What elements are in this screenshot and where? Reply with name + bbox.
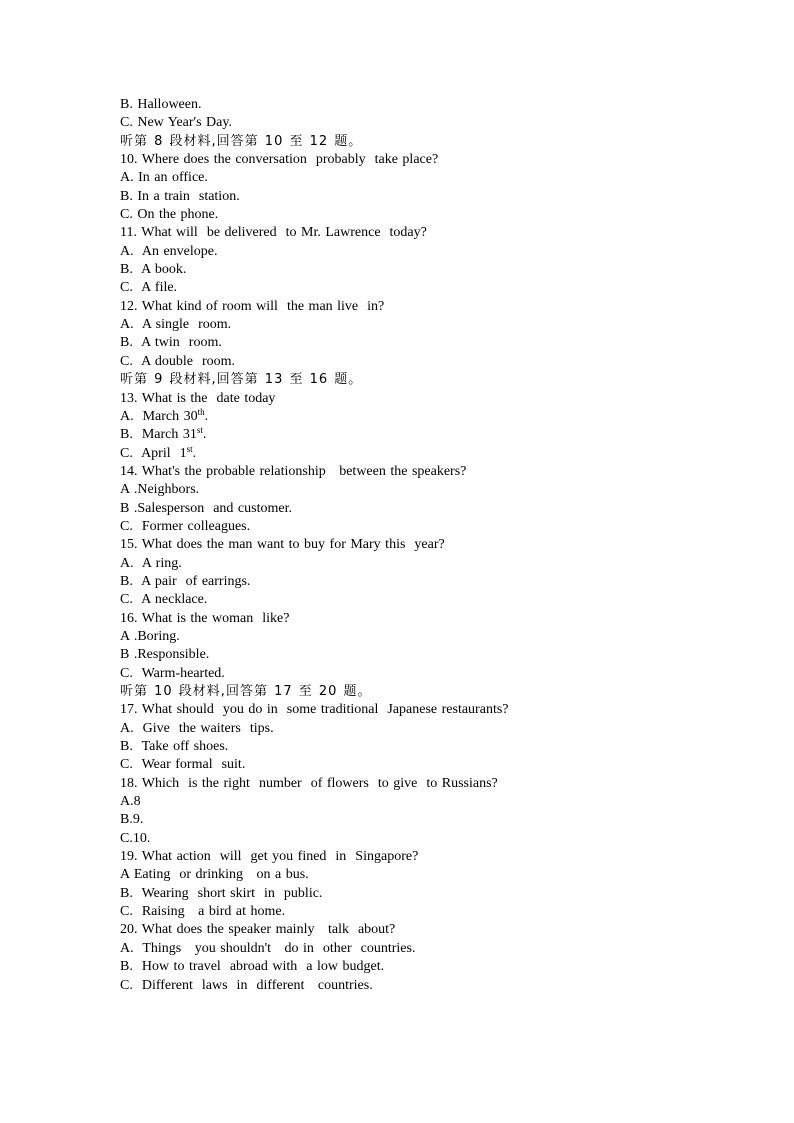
text-line — [120, 426, 740, 444]
text-line — [120, 646, 740, 664]
text-line — [120, 958, 740, 976]
line-text: 12. What kind of room will the man live in? — [120, 298, 385, 314]
section-heading — [120, 371, 740, 389]
line-text: C. New Year's Day. — [120, 115, 232, 131]
text-line — [120, 298, 740, 316]
line-text: B. A book. — [120, 262, 187, 278]
text-line — [120, 628, 740, 646]
line-text: A. In an office. — [120, 170, 208, 186]
line-text: 10. Where does the conversation probably take place? — [120, 152, 439, 168]
section-heading — [120, 683, 740, 701]
text-line — [120, 830, 740, 848]
text-line — [120, 114, 740, 132]
line-text: A. An envelope. — [120, 243, 218, 259]
text-line — [120, 775, 740, 793]
line-text: C. Wear formal suit. — [120, 757, 246, 773]
line-text: A. Things you shouldn't do in other countries. — [120, 940, 416, 956]
text-line — [120, 463, 740, 481]
line-text: 15. What does the man want to buy for Mary this year? — [120, 537, 445, 553]
line-text: B. Take off shoes. — [120, 739, 229, 755]
line-text: 13. What is the date today — [120, 390, 276, 406]
text-line — [120, 279, 740, 297]
text-line — [120, 866, 740, 884]
line-text: C. A file. — [120, 280, 178, 296]
text-line — [120, 940, 740, 958]
ordinal-suffix: st — [186, 443, 193, 454]
text-line — [120, 903, 740, 921]
line-text: B. March 31 — [120, 427, 197, 443]
line-text: C.10. — [120, 830, 151, 846]
line-text: C. A necklace. — [120, 592, 208, 608]
line-text: 听第 10 段材料,回答第 17 至 20 题。 — [120, 684, 372, 699]
line-text: A.8 — [120, 794, 141, 810]
line-text: 听第 9 段材料,回答第 13 至 16 题。 — [120, 372, 363, 388]
line-text: A .Boring. — [120, 628, 180, 644]
text-line — [120, 518, 740, 536]
text-line — [120, 353, 740, 371]
line-text: C. Former colleagues. — [120, 518, 251, 534]
text-line — [120, 500, 740, 518]
text-line — [120, 793, 740, 811]
text-line — [120, 555, 740, 573]
line-text: 听第 8 段材料,回答第 10 至 12 题。 — [120, 133, 363, 149]
text-line — [120, 573, 740, 591]
text-line — [120, 481, 740, 499]
text-line — [120, 885, 740, 903]
line-text: 20. What does the speaker mainly talk about? — [120, 922, 396, 938]
line-text: 19. What action will get you fined in Singapore? — [120, 849, 419, 865]
line-text: B .Salesperson and customer. — [120, 500, 292, 516]
line-text: A. March 30 — [120, 408, 198, 424]
text-line — [120, 536, 740, 554]
text-line — [120, 591, 740, 609]
text-line — [120, 610, 740, 628]
ordinal-suffix: th — [197, 406, 205, 417]
line-text: C. Different laws in different countries. — [120, 977, 373, 993]
text-line — [120, 665, 740, 683]
text-line — [120, 151, 740, 169]
line-text: B. Wearing short skirt in public. — [120, 885, 323, 901]
line-text: B. A twin room. — [120, 335, 222, 351]
line-text: B. Halloween. — [120, 97, 202, 112]
text-line — [120, 188, 740, 206]
text-line — [120, 701, 740, 719]
text-line — [120, 445, 740, 463]
line-text: 11. What will be delivered to Mr. Lawrence today? — [120, 225, 427, 241]
text-line — [120, 390, 740, 408]
line-text: C. Raising a bird at home. — [120, 904, 286, 920]
line-text: 16. What is the woman like? — [120, 610, 290, 626]
line-tail: . — [204, 408, 209, 424]
section-heading — [120, 133, 740, 151]
line-text: C. On the phone. — [120, 207, 219, 223]
text-line — [120, 848, 740, 866]
line-text: C. Warm-hearted. — [120, 665, 225, 681]
text-line — [120, 96, 740, 114]
line-text: B. In a train station. — [120, 188, 240, 204]
text-line — [120, 316, 740, 334]
line-text: A .Neighbors. — [120, 482, 200, 498]
text-line — [120, 243, 740, 261]
line-tail: . — [192, 445, 197, 461]
text-line — [120, 224, 740, 242]
line-text: C. A double room. — [120, 353, 236, 369]
line-text: A. Give the waiters tips. — [120, 720, 274, 736]
text-line — [120, 169, 740, 187]
line-text: A. A single room. — [120, 317, 232, 333]
line-text: 18. Which is the right number of flowers to give to Russians? — [120, 775, 498, 791]
text-line — [120, 756, 740, 774]
text-line — [120, 921, 740, 939]
line-text: A. A ring. — [120, 555, 182, 571]
line-text: B. A pair of earrings. — [120, 573, 251, 589]
text-line — [120, 720, 740, 738]
line-text: A Eating or drinking on a bus. — [120, 867, 309, 883]
line-text: B.9. — [120, 812, 144, 828]
ordinal-suffix: st — [196, 425, 203, 436]
text-line — [120, 408, 740, 426]
text-line — [120, 977, 740, 995]
line-text: C. April 1 — [120, 445, 187, 461]
text-line — [120, 738, 740, 756]
text-line — [120, 811, 740, 829]
line-text: B .Responsible. — [120, 647, 210, 663]
text-line — [120, 334, 740, 352]
line-text: B. How to travel abroad with a low budget. — [120, 959, 385, 975]
line-text: 17. What should you do in some traditional Japanese restaurants? — [120, 702, 509, 718]
text-line — [120, 206, 740, 224]
line-text: 14. What's the probable relationship between the speakers? — [120, 463, 467, 479]
text-line — [120, 261, 740, 279]
document-page — [120, 96, 740, 995]
line-tail: . — [202, 427, 207, 443]
